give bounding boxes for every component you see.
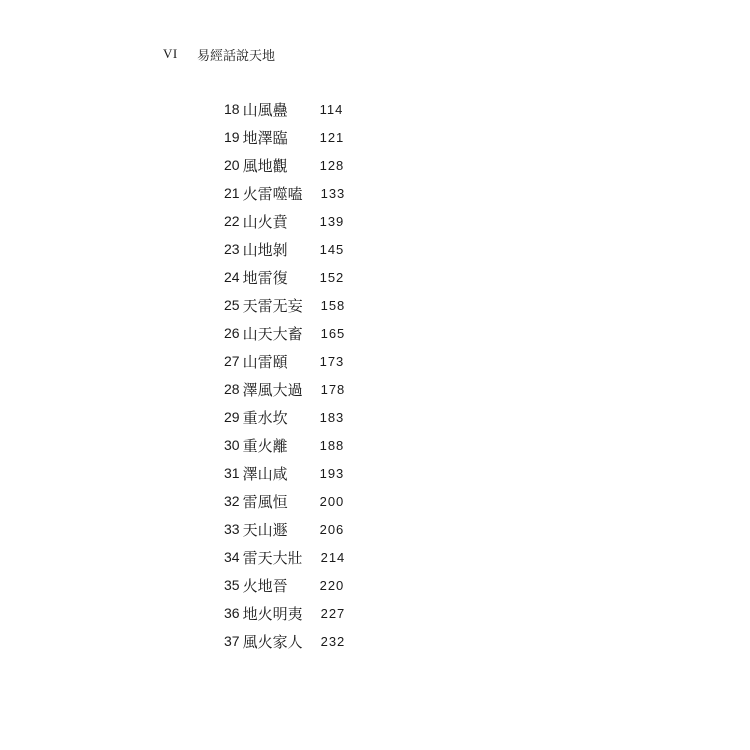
toc-entry-title: 地澤臨 (242, 128, 288, 147)
toc-entry-number: 24 (224, 269, 240, 285)
toc-entry-page: 165 (320, 325, 346, 341)
toc-entry-number: 20 (224, 157, 240, 173)
toc-entry-title: 重水坎 (242, 408, 288, 427)
toc-entry-title: 雷天大壯 (242, 548, 303, 567)
toc-entry-number: 21 (224, 185, 240, 201)
toc-entry-number: 35 (224, 577, 240, 593)
toc-entry (224, 179, 424, 207)
book-title: 易經話說天地 (197, 48, 276, 64)
table-of-contents (224, 95, 424, 655)
toc-entry (224, 347, 424, 375)
toc-entry-number: 30 (224, 437, 240, 453)
toc-entry (224, 543, 424, 571)
toc-entry-number: 36 (224, 605, 240, 621)
toc-entry-title: 澤風大過 (242, 380, 303, 399)
toc-entry-number: 32 (224, 493, 240, 509)
toc-entry (224, 515, 424, 543)
toc-entry-number: 25 (224, 297, 240, 313)
toc-entry (224, 291, 424, 319)
toc-entry (224, 375, 424, 403)
toc-entry-page: 173 (319, 353, 345, 369)
page-number: VI (163, 46, 178, 61)
toc-entry-page: 158 (320, 297, 346, 313)
toc-entry (224, 263, 424, 291)
toc-entry (224, 319, 424, 347)
toc-entry (224, 487, 424, 515)
toc-entry-page: 121 (319, 129, 345, 145)
toc-entry-title: 風地觀 (242, 156, 288, 175)
toc-entry-number: 19 (224, 129, 240, 145)
toc-entry-page: 133 (320, 185, 346, 201)
toc-entry-title: 火地晉 (242, 576, 288, 595)
toc-entry-title: 風火家人 (242, 632, 303, 651)
toc-entry-number: 27 (224, 353, 240, 369)
toc-entry (224, 95, 424, 123)
toc-entry-number: 33 (224, 521, 240, 537)
toc-entry (224, 207, 424, 235)
toc-entry-title: 天山遯 (242, 520, 288, 539)
toc-entry-page: 145 (319, 241, 345, 257)
toc-entry-page: 227 (320, 605, 346, 621)
toc-entry (224, 627, 424, 655)
toc-entry-page: 114 (319, 101, 344, 117)
toc-entry-number: 31 (224, 465, 240, 481)
toc-entry (224, 459, 424, 487)
toc-entry-title: 地雷復 (242, 268, 288, 287)
toc-entry-title: 地火明夷 (242, 604, 303, 623)
toc-entry (224, 571, 424, 599)
running-header (163, 44, 275, 64)
toc-entry (224, 431, 424, 459)
toc-entry-number: 26 (224, 325, 240, 341)
toc-entry-title: 山地剝 (242, 240, 288, 259)
toc-entry-page: 128 (319, 157, 345, 173)
toc-entry-number: 29 (224, 409, 240, 425)
toc-entry-page: 232 (320, 633, 346, 649)
toc-entry-title: 火雷噬嗑 (242, 184, 303, 203)
toc-entry (224, 123, 424, 151)
toc-entry-title: 山風蠱 (242, 100, 288, 119)
toc-entry-page: 139 (319, 213, 345, 229)
toc-entry-page: 220 (319, 577, 345, 593)
toc-entry-page: 188 (319, 437, 345, 453)
toc-entry-page: 214 (320, 549, 346, 565)
toc-entry-page: 200 (319, 493, 345, 509)
toc-entry-number: 23 (224, 241, 240, 257)
toc-entry-number: 34 (224, 549, 240, 565)
toc-entry-page: 206 (319, 521, 345, 537)
toc-entry-title: 重火離 (242, 436, 288, 455)
toc-entry-page: 183 (319, 409, 345, 425)
toc-entry-title: 雷風恒 (242, 492, 288, 511)
toc-entry-number: 22 (224, 213, 240, 229)
toc-entry (224, 403, 424, 431)
toc-entry-title: 澤山咸 (242, 464, 288, 483)
toc-entry-page: 193 (319, 465, 345, 481)
toc-entry-number: 37 (224, 633, 240, 649)
toc-entry (224, 151, 424, 179)
toc-entry-title: 山火賁 (242, 212, 288, 231)
toc-entry-number: 28 (224, 381, 240, 397)
toc-entry-title: 山天大畜 (242, 324, 303, 343)
toc-entry-title: 山雷頤 (242, 352, 288, 371)
toc-entry-page: 152 (319, 269, 345, 285)
toc-entry (224, 599, 424, 627)
toc-entry (224, 235, 424, 263)
toc-entry-page: 178 (320, 381, 346, 397)
toc-entry-title: 天雷无妄 (242, 296, 303, 315)
toc-entry-number: 18 (224, 101, 240, 117)
